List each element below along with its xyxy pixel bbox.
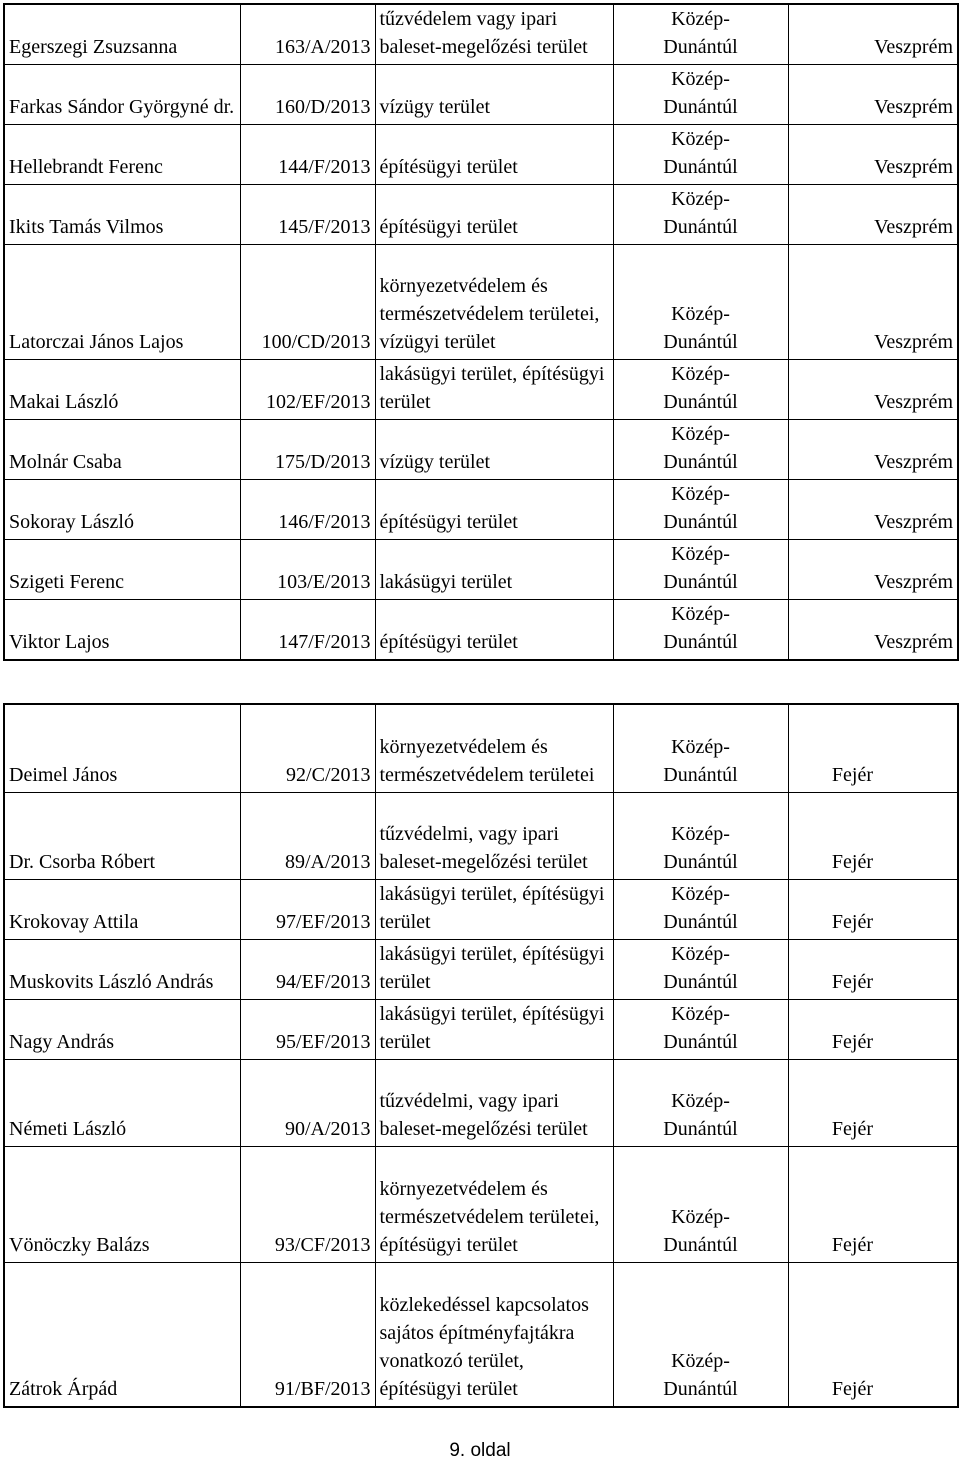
region-line2: Dunántúl bbox=[663, 1117, 738, 1140]
county-cell: Fejér bbox=[788, 1146, 958, 1262]
area-cell: lakásügyi terület, építésügyi terület bbox=[375, 360, 613, 420]
name-cell: Molnár Csaba bbox=[4, 420, 240, 480]
region-line2: Dunántúl bbox=[663, 36, 738, 58]
region-cell bbox=[613, 65, 788, 125]
region-line2: Dunántúl bbox=[663, 631, 738, 653]
area-cell: tűzvédelem vagy ipari baleset-megelőzési terület bbox=[375, 4, 613, 65]
table-row bbox=[4, 540, 958, 600]
region-cell bbox=[613, 792, 788, 879]
table-row bbox=[4, 939, 958, 999]
region-cell bbox=[613, 1146, 788, 1262]
table-fejer bbox=[3, 703, 959, 1408]
county-cell: Fejér bbox=[788, 792, 958, 879]
region-line1: Közép- bbox=[671, 303, 730, 325]
region-cell bbox=[613, 125, 788, 185]
region-line1: Közép- bbox=[671, 8, 730, 30]
id-cell: 144/F/2013 bbox=[240, 125, 375, 185]
area-cell: közlekedéssel kapcsolatos sajátos építményfajtákra vonatkozó terület, építésügyi terület bbox=[375, 1262, 613, 1407]
region-line1: Közép- bbox=[671, 822, 730, 845]
name-cell: Hellebrandt Ferenc bbox=[4, 125, 240, 185]
table-row bbox=[4, 480, 958, 540]
area-cell: vízügy terület bbox=[375, 65, 613, 125]
county-cell: Veszprém bbox=[788, 600, 958, 661]
region-line1: Közép- bbox=[671, 603, 730, 625]
name-cell: Németi László bbox=[4, 1059, 240, 1146]
county-cell: Fejér bbox=[788, 879, 958, 939]
county-cell: Fejér bbox=[788, 1262, 958, 1407]
county-cell: Veszprém bbox=[788, 480, 958, 540]
region-line2: Dunántúl bbox=[663, 571, 738, 593]
name-cell: Szigeti Ferenc bbox=[4, 540, 240, 600]
name-cell: Muskovits László András bbox=[4, 939, 240, 999]
region-line1: Közép- bbox=[671, 543, 730, 565]
county-cell: Veszprém bbox=[788, 65, 958, 125]
area-cell: környezetvédelem és természetvédelem területei, építésügyi terület bbox=[375, 1146, 613, 1262]
name-cell: Viktor Lajos bbox=[4, 600, 240, 661]
county-cell: Veszprém bbox=[788, 245, 958, 360]
id-cell: 89/A/2013 bbox=[240, 792, 375, 879]
region-line2: Dunántúl bbox=[663, 451, 738, 473]
region-line1: Közép- bbox=[671, 128, 730, 150]
table-row bbox=[4, 185, 958, 245]
table-row bbox=[4, 125, 958, 185]
county-cell: Veszprém bbox=[788, 360, 958, 420]
region-line2: Dunántúl bbox=[663, 1030, 738, 1053]
region-line1: Közép- bbox=[671, 188, 730, 210]
area-cell: építésügyi terület bbox=[375, 125, 613, 185]
area-cell: vízügy terület bbox=[375, 420, 613, 480]
name-cell: Nagy András bbox=[4, 999, 240, 1059]
table-row bbox=[4, 1059, 958, 1146]
area-cell: tűzvédelmi, vagy ipari baleset-megelőzési terület bbox=[375, 1059, 613, 1146]
region-cell bbox=[613, 1059, 788, 1146]
id-cell: 102/EF/2013 bbox=[240, 360, 375, 420]
name-cell: Ikits Tamás Vilmos bbox=[4, 185, 240, 245]
id-cell: 95/EF/2013 bbox=[240, 999, 375, 1059]
id-cell: 94/EF/2013 bbox=[240, 939, 375, 999]
name-cell: Krokovay Attila bbox=[4, 879, 240, 939]
region-line1: Közép- bbox=[671, 1089, 730, 1112]
table-row bbox=[4, 1262, 958, 1407]
id-cell: 92/C/2013 bbox=[240, 704, 375, 792]
name-cell: Sokoray László bbox=[4, 480, 240, 540]
area-cell: környezetvédelem és természetvédelem területei bbox=[375, 704, 613, 792]
county-cell: Fejér bbox=[788, 704, 958, 792]
table-veszprem bbox=[3, 3, 959, 661]
table-row bbox=[4, 360, 958, 420]
region-cell bbox=[613, 600, 788, 661]
region-cell bbox=[613, 1262, 788, 1407]
region-cell bbox=[613, 360, 788, 420]
region-line1: Közép- bbox=[671, 1350, 730, 1372]
region-cell bbox=[613, 540, 788, 600]
region-line1: Közép- bbox=[671, 1002, 730, 1025]
region-line1: Közép- bbox=[671, 882, 730, 905]
id-cell: 147/F/2013 bbox=[240, 600, 375, 661]
id-cell: 160/D/2013 bbox=[240, 65, 375, 125]
region-line2: Dunántúl bbox=[663, 850, 738, 873]
region-cell bbox=[613, 245, 788, 360]
area-cell: lakásügyi terület, építésügyi terület bbox=[375, 939, 613, 999]
region-cell bbox=[613, 4, 788, 65]
county-cell: Veszprém bbox=[788, 125, 958, 185]
name-cell: Dr. Csorba Róbert bbox=[4, 792, 240, 879]
region-line1: Közép- bbox=[671, 363, 730, 385]
area-cell: lakásügyi terület bbox=[375, 540, 613, 600]
table-row bbox=[4, 600, 958, 661]
table-row bbox=[4, 879, 958, 939]
area-cell: építésügyi terület bbox=[375, 600, 613, 661]
table-row bbox=[4, 999, 958, 1059]
table-row bbox=[4, 4, 958, 65]
region-line1: Közép- bbox=[671, 68, 730, 90]
area-cell: tűzvédelmi, vagy ipari baleset-megelőzési terület bbox=[375, 792, 613, 879]
area-cell: építésügyi terület bbox=[375, 480, 613, 540]
region-line2: Dunántúl bbox=[663, 1378, 738, 1400]
region-line1: Közép- bbox=[671, 483, 730, 505]
name-cell: Egerszegi Zsuzsanna bbox=[4, 4, 240, 65]
region-line2: Dunántúl bbox=[663, 910, 738, 933]
table-row bbox=[4, 65, 958, 125]
region-line1: Közép- bbox=[671, 1205, 730, 1228]
region-cell bbox=[613, 999, 788, 1059]
region-cell bbox=[613, 420, 788, 480]
id-cell: 91/BF/2013 bbox=[240, 1262, 375, 1407]
region-line2: Dunántúl bbox=[663, 391, 738, 413]
area-cell: lakásügyi terület, építésügyi terület bbox=[375, 999, 613, 1059]
region-line2: Dunántúl bbox=[663, 970, 738, 993]
table-row bbox=[4, 420, 958, 480]
table-row bbox=[4, 1146, 958, 1262]
area-cell: környezetvédelem és természetvédelem területei, vízügyi terület bbox=[375, 245, 613, 360]
table-row bbox=[4, 245, 958, 360]
region-line1: Közép- bbox=[671, 942, 730, 965]
name-cell: Deimel János bbox=[4, 704, 240, 792]
county-cell: Fejér bbox=[788, 999, 958, 1059]
id-cell: 163/A/2013 bbox=[240, 4, 375, 65]
id-cell: 175/D/2013 bbox=[240, 420, 375, 480]
name-cell: Farkas Sándor Györgyné dr. bbox=[4, 65, 240, 125]
region-line2: Dunántúl bbox=[663, 96, 738, 118]
region-cell bbox=[613, 185, 788, 245]
region-line2: Dunántúl bbox=[663, 216, 738, 238]
name-cell: Makai László bbox=[4, 360, 240, 420]
county-cell: Veszprém bbox=[788, 540, 958, 600]
id-cell: 145/F/2013 bbox=[240, 185, 375, 245]
region-line2: Dunántúl bbox=[663, 331, 738, 353]
county-cell: Veszprém bbox=[788, 420, 958, 480]
region-cell bbox=[613, 480, 788, 540]
id-cell: 146/F/2013 bbox=[240, 480, 375, 540]
region-line2: Dunántúl bbox=[663, 511, 738, 533]
name-cell: Vönöczky Balázs bbox=[4, 1146, 240, 1262]
county-cell: Veszprém bbox=[788, 4, 958, 65]
region-line1: Közép- bbox=[671, 423, 730, 445]
name-cell: Latorczai János Lajos bbox=[4, 245, 240, 360]
region-line2: Dunántúl bbox=[663, 156, 738, 178]
county-cell: Fejér bbox=[788, 939, 958, 999]
region-line2: Dunántúl bbox=[663, 763, 738, 786]
id-cell: 93/CF/2013 bbox=[240, 1146, 375, 1262]
name-cell: Zátrok Árpád bbox=[4, 1262, 240, 1407]
region-line2: Dunántúl bbox=[663, 1233, 738, 1256]
area-cell: építésügyi terület bbox=[375, 185, 613, 245]
county-cell: Fejér bbox=[788, 1059, 958, 1146]
id-cell: 90/A/2013 bbox=[240, 1059, 375, 1146]
id-cell: 100/CD/2013 bbox=[240, 245, 375, 360]
table-row bbox=[4, 704, 958, 792]
region-cell bbox=[613, 704, 788, 792]
region-cell bbox=[613, 939, 788, 999]
region-cell bbox=[613, 879, 788, 939]
county-cell: Veszprém bbox=[788, 185, 958, 245]
area-cell: lakásügyi terület, építésügyi terület bbox=[375, 879, 613, 939]
id-cell: 97/EF/2013 bbox=[240, 879, 375, 939]
id-cell: 103/E/2013 bbox=[240, 540, 375, 600]
region-line1: Közép- bbox=[671, 735, 730, 758]
table-row bbox=[4, 792, 958, 879]
page-number: 9. oldal bbox=[449, 1440, 511, 1461]
